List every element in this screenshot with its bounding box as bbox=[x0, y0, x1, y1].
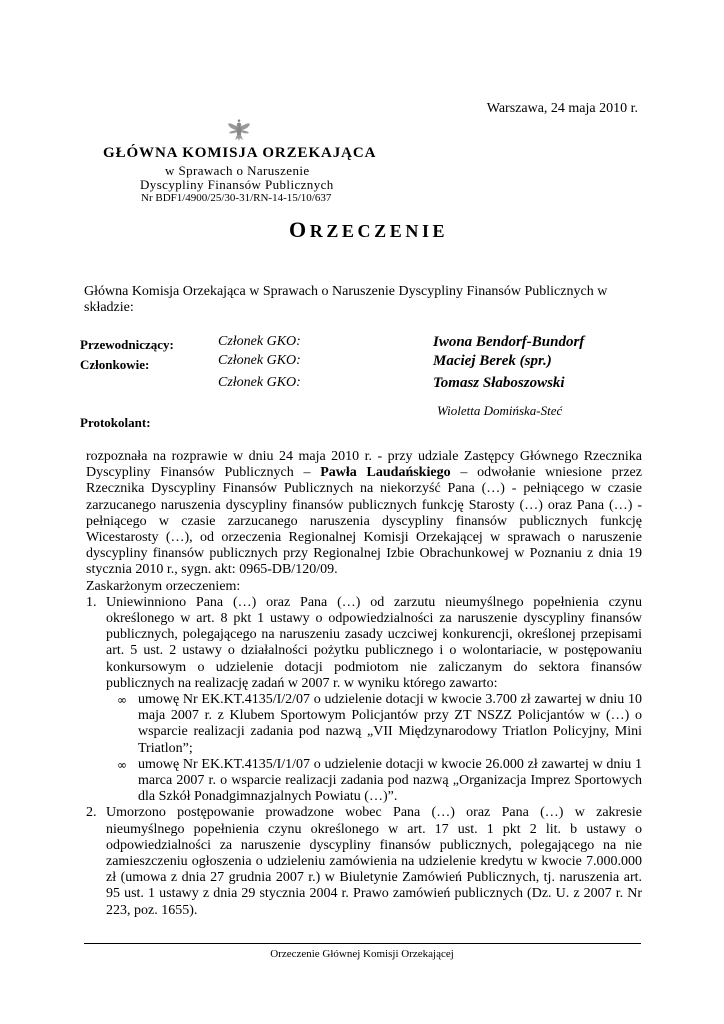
member-name-2: Maciej Berek (spr.) bbox=[433, 353, 552, 369]
contracts-sublist bbox=[106, 692, 642, 805]
intro-paragraph: Główna Komisja Orzekająca w Sprawach o Naruszenie Dyscypliny Finansów Publicznych w składzie: bbox=[84, 284, 608, 315]
case-number: Nr BDF1/4900/25/30-31/RN-14-15/10/637 bbox=[141, 192, 332, 204]
eagle-emblem-icon bbox=[227, 117, 251, 143]
member-role-1: Członek GKO: bbox=[218, 334, 301, 349]
list-item-number: 1. bbox=[86, 594, 97, 610]
issuing-body-subtitle-2: Dyscypliny Finansów Publicznych bbox=[140, 177, 334, 192]
title-rest: RZECZENIE bbox=[309, 221, 449, 241]
clerk-name: Wioletta Domińska-Steć bbox=[437, 403, 563, 418]
sub-list-item: ∞ umowę Nr EK.KT.4135/I/1/07 o udzielenie dotacji w kwocie 26.000 zł zawartej w dniu 1 marca 2007 r. o wsparcie realizacji zadania pod nazwą „Organizacja Imprez Sportowych dla Szkół Ponadgimnazjalnych Powiatu (…)”. bbox=[117, 756, 642, 805]
appealed-ruling-intro: Zaskarżonym orzeczeniem: bbox=[86, 578, 241, 594]
page-footer: Orzeczenie Głównej Komisji Orzekającej bbox=[270, 948, 454, 960]
document-date: Warszawa, 24 maja 2010 r. bbox=[486, 101, 638, 116]
member-name-3: Tomasz Słaboszowski bbox=[433, 375, 565, 391]
document-title bbox=[289, 217, 448, 243]
hearing-paragraph: rozpoznała na rozprawie w dniu 24 maja 2010 r. - przy udziale Zastępcy Głównego Rzecznika Dyscypliny Finansów Publicznych – Pawła Laudańskiego – odwołanie wniesione przez Rzecznika Dyscypliny Finansów Publicznych na niekorzyść Pana (…) - pełniącego w czasie zarzucanego naruszenia dyscypliny finansów publicznych funkcję Starosty (…) oraz Pana (…) - pełniącego w czasie zarzucanego naruszenia dyscypliny finansów publicznych funkcję Wicestarosty (…), od orzeczenia Regionalnej Komisji Orzekającej w sprawach o naruszenie dyscypliny finansów publicznych przy Regionalnej Izbie Obrachunkowej w Poznaniu z dnia 19 stycznia 2010 r., sygn. akt: 0965-DB/120/09. bbox=[86, 449, 642, 578]
chair-label: Przewodniczący: bbox=[80, 337, 174, 352]
list-item-text: Uniewinniono Pana (…) oraz Pana (…) od zarzutu nieumyślnego popełnienia czynu określonego w art. 8 pkt 1 ustawy o odpowiedzialności za naruszenie dyscypliny finansów publicznych, polegającego na naruszeniu zasady uczciwej konkurencji, określonej przepisami art. 5 ust. 2 ustawy o działalności pożytku publicznego i o wolontariacie, w postępowaniu konkursowym o udzielenie dotacji podmiotom nie zaliczanym do sektora finansów publicznych na realizację zadań w 2007 r. w wyniku którego zawarto: bbox=[106, 594, 642, 691]
deputy-prosecutor-name: Pawła Laudańskiego bbox=[320, 465, 451, 481]
member-role-2: Członek GKO: bbox=[218, 353, 301, 368]
issuing-body-subtitle-1: w Sprawach o Naruszenie bbox=[165, 163, 310, 178]
title-initial: O bbox=[289, 217, 310, 242]
footer-divider bbox=[84, 943, 641, 944]
issuing-body-name: GŁÓWNA KOMISJA ORZEKAJĄCA bbox=[103, 145, 377, 161]
ruling-body bbox=[86, 449, 642, 919]
clerk-label: Protokolant: bbox=[80, 415, 151, 430]
list-item bbox=[86, 595, 642, 806]
members-label: Członkowie: bbox=[80, 357, 150, 372]
list-item-text: Umorzono postępowanie prowadzone wobec Pana (…) oraz Pana (…) w zakresie nieumyślnego popełnienia czynu określonego w art. 17 ust. 1 pkt 2 lit. b ustawy o odpowiedzialności za naruszenie dyscypliny finansów publicznych, polegającego na nie zamieszczeniu ogłoszenia o udzieleniu zamówienia na udzielenie kredytu w kwocie 7.000.000 zł (umowa z dnia 27 grudnia 2007 r.) w Biuletynie Zamówień Publicznych, tj. naruszenia art. 95 ust. 1 ustawy z dnia 29 stycznia 2004 r. Prawo zamówień publicznych (Dz. U. z 2007 r. Nr 223, poz. 1655). bbox=[106, 805, 642, 918]
list-item bbox=[86, 805, 642, 918]
infinity-bullet-icon: ∞ bbox=[117, 757, 127, 772]
member-role-3: Członek GKO: bbox=[218, 375, 301, 390]
member-name-1: Iwona Bendorf-Bundorf bbox=[433, 334, 585, 350]
list-item-number: 2. bbox=[86, 805, 97, 821]
sub-list-item: ∞ umowę Nr EK.KT.4135/I/2/07 o udzielenie dotacji w kwocie 3.700 zł zawartej w dniu 10 maja 2007 r. z Klubem Sportowym Policjantów przy ZT NSZZ Policjantów w (…) o wsparcie realizacji zadania pod nazwą „VII Międzynarodowy Triatlon Policyjny, Mini Triatlon”; bbox=[117, 692, 642, 756]
ruling-points-list bbox=[86, 595, 642, 919]
infinity-bullet-icon: ∞ bbox=[117, 693, 127, 708]
